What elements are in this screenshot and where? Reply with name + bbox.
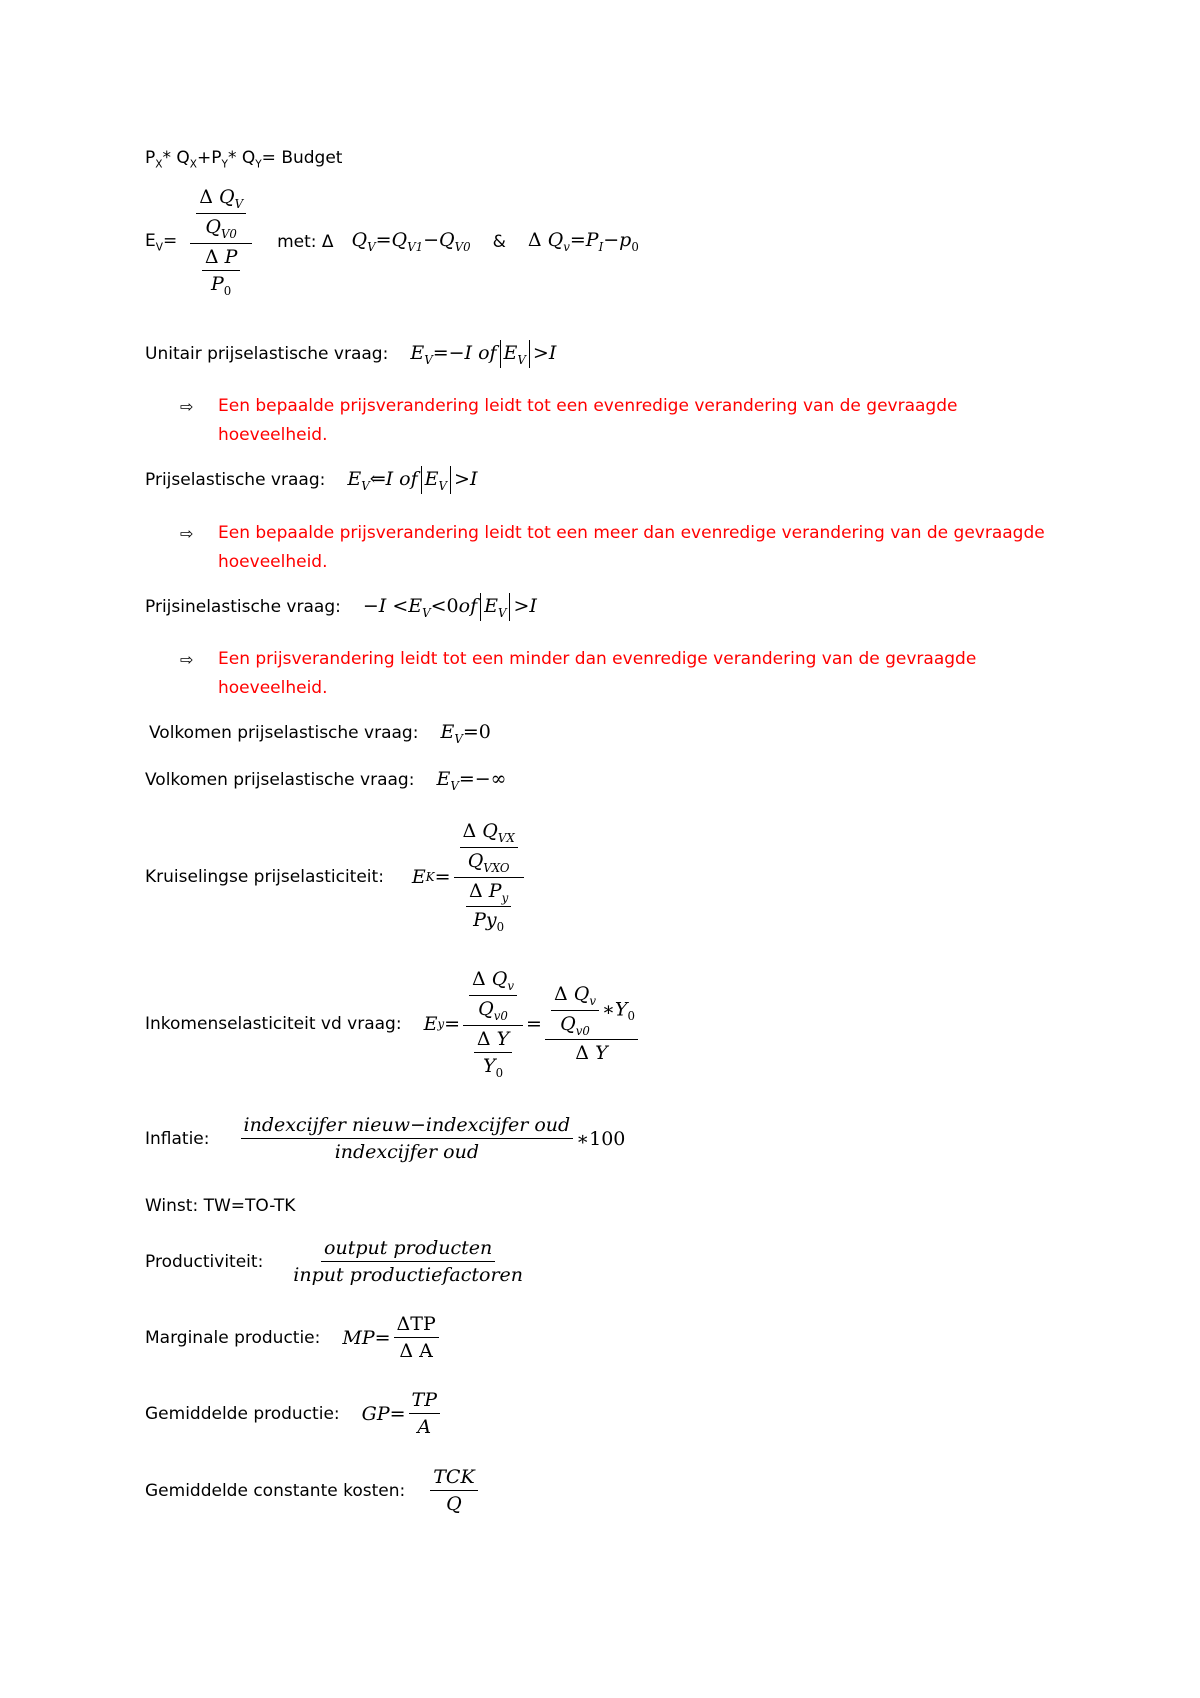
unitair-formula: $E_V=-I$ of $E_V >I$ — [410, 342, 557, 367]
inkomens-formula: E y = $\frac{\frac{\Delta Q_v}{Q_{v0}}}{\frac{\text{Δ Y}}{Y_0}}$ = $\frac{\Delta Q_v}{Q_{v0}}$ $∗Y_0$ Δ Y — [424, 968, 641, 1079]
kruiselingse-label: Kruiselingse prijselasticiteit: — [145, 867, 384, 888]
unitair-note-text: Een bepaalde prijsverandering leidt tot een evenredige verandering van de gevraagde hoeveelheid. — [218, 396, 958, 445]
marginale-label: Marginale productie: — [145, 1327, 321, 1348]
gemiddelde-row — [145, 1389, 443, 1438]
gck-numerator: TCK — [430, 1466, 477, 1491]
gp-denominator: A — [417, 1416, 432, 1438]
inkomens-label: Inkomenselasticiteit vd vraag: — [145, 1013, 402, 1034]
price-elasticity-formula — [145, 186, 639, 297]
arrow-right-icon: ⇨ — [180, 524, 194, 543]
gemiddelde-formula: GP = $\frac{TP}{A}$ — [362, 1389, 443, 1438]
prijsinelastisch-note — [180, 645, 1050, 703]
budget-text: $P_X*$ $Q_X+P_Y*$ $Q_Y=$ Budget — [145, 148, 343, 171]
gck-label: Gemiddelde constante kosten: — [145, 1480, 406, 1501]
marginale-row — [145, 1313, 442, 1362]
inflatie-formula — [238, 1114, 626, 1163]
budget-formula — [145, 148, 342, 170]
gck-row — [145, 1466, 481, 1515]
prijsinelastisch-note-text: Een prijsverandering leidt tot een minder dan evenredige verandering van de gevraagde hoeveelheid. — [218, 649, 977, 698]
prijselastisch-label: Prijselastische vraag: — [145, 470, 326, 490]
prijsinelastisch-formula: $-I <E_V<0of$ $E_V >I$ — [362, 595, 537, 620]
volkomen-formula-2: $E_V=-\infty$ — [436, 768, 507, 793]
mp-denominator: Δ A — [399, 1340, 433, 1362]
volkomen-row-2 — [145, 768, 507, 793]
inflatie-multiplier: ∗100 — [576, 1127, 626, 1150]
gck-denominator: Q — [446, 1493, 462, 1515]
ev-fraction: $\frac{\frac{\Delta Q_V}{Q_{V0}}}{\frac{\text{Δ P}}{P_0}}$ — [190, 186, 252, 297]
prijsinelastisch-row — [145, 593, 537, 621]
inkomens-row — [145, 968, 641, 1079]
prijselastisch-note-text: Een bepaalde prijsverandering leidt tot een meer dan evenredige verandering van de gevraagde hoeveelheid. — [218, 523, 1045, 572]
ev-met: met: Δ — [277, 231, 334, 252]
kruiselingse-row — [145, 820, 527, 934]
unitair-row — [145, 340, 556, 368]
inflatie-row — [145, 1114, 625, 1163]
productiviteit-row — [145, 1237, 529, 1286]
prijselastisch-row — [145, 466, 477, 494]
unitair-label: Unitair prijselastische vraag: — [145, 344, 389, 364]
volkomen-row-1 — [149, 721, 491, 746]
prijselastisch-formula: $E_V⇐I$ of $E_V >I$ — [347, 468, 478, 493]
prod-denominator: input productiefactoren — [293, 1264, 524, 1286]
unitair-note — [180, 392, 1050, 450]
prod-numerator: output producten — [321, 1237, 495, 1262]
ev-delta-q: $Q_V=Q_{V1}-Q_{V0}$ — [351, 229, 471, 255]
inflatie-denominator: indexcijfer oud — [334, 1141, 479, 1163]
gemiddelde-label: Gemiddelde productie: — [145, 1403, 340, 1424]
ev-label: $E_V=$ — [145, 230, 178, 253]
prijselastisch-note — [180, 519, 1050, 577]
productiviteit-label: Productiviteit: — [145, 1251, 264, 1272]
arrow-right-icon: ⇨ — [180, 650, 194, 669]
volkomen-formula-1: $E_V=0$ — [440, 721, 491, 746]
volkomen-label-2: Volkomen prijselastische vraag: — [145, 770, 415, 791]
winst-row — [145, 1196, 295, 1216]
prijsinelastisch-label: Prijsinelastische vraag: — [145, 597, 341, 617]
gp-numerator: TP — [409, 1389, 440, 1414]
ev-delta-p: Δ $Q_v=P_I-p_0$ — [527, 229, 639, 255]
productiviteit-formula — [287, 1237, 529, 1286]
ev-ampersand: & — [492, 231, 506, 252]
inflatie-label: Inflatie: — [145, 1128, 210, 1149]
inflatie-numerator: indexcijfer nieuw−indexcijfer oud — [241, 1114, 574, 1139]
arrow-right-icon: ⇨ — [180, 397, 194, 416]
winst-text: Winst: TW=TO-TK — [145, 1196, 296, 1216]
volkomen-label-1: Volkomen prijselastische vraag: — [149, 723, 419, 744]
kruiselingse-formula: E K = $\frac{\frac{\Delta Q_{VX}}{Q_{VXO}}}{\frac{\Delta P_y}{Py_0}}$ — [412, 820, 527, 934]
mp-numerator: ΔTP — [394, 1313, 439, 1338]
marginale-formula: MP = $\frac{\text{ΔTP}}{\text{Δ A}}$ — [342, 1313, 441, 1362]
gck-formula — [427, 1466, 480, 1515]
